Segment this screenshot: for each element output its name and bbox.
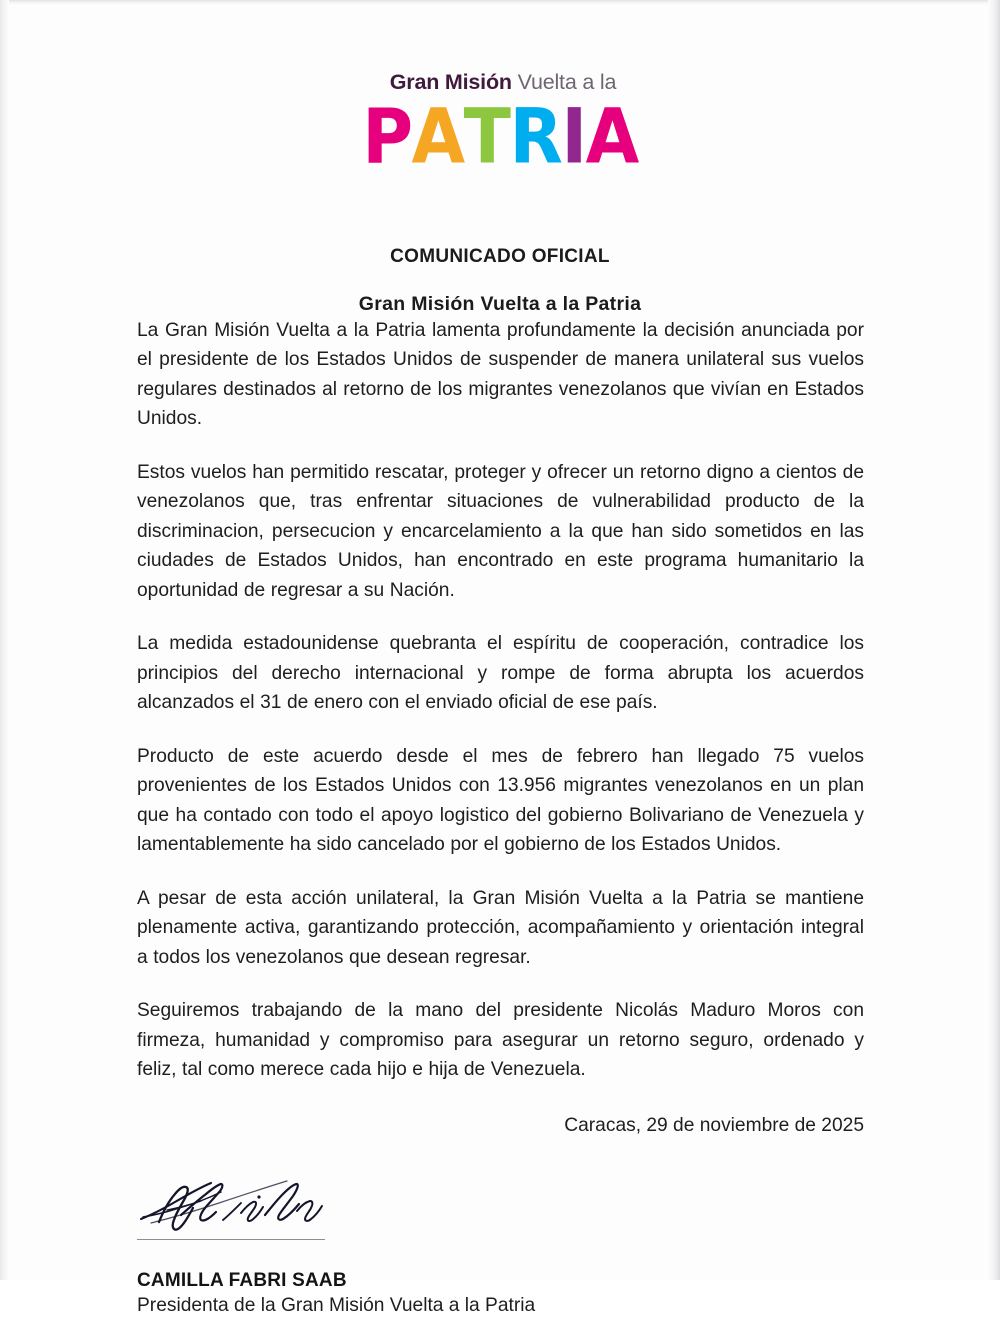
logo-letter-5: A xyxy=(585,92,638,182)
logo-wordmark xyxy=(0,92,1000,182)
handwritten-signature-icon xyxy=(137,1175,337,1237)
signer-title: Presidenta de la Gran Misión Vuelta a la Patria xyxy=(137,1294,536,1316)
paragraph-2: Estos vuelos han permitido rescatar, proteger y ofrecer un retorno digno a cientos de venezolanos que, tras enfrentar situaciones de vulnerabilidad producto de la discriminacion, persecucion y encarcelamiento a la que han sido sometidos en las ciudades de Estados Unidos, han encontrado en este programa humanitario la oportunidad de regresar a su Nación. xyxy=(137,461,864,601)
logo-letter-1: A xyxy=(411,92,464,182)
paragraph-4: Producto de este acuerdo desde el mes de febrero han llegado 75 vuelos provenientes de los Estados Unidos con 13.956 migrantes venezolanos en un plan que ha contado con todo el apoyo logistico del gobierno Bolivariano de Venezuela y lamentablemente ha sido cancelado por el gobierno de los Estados Unidos. xyxy=(137,745,864,855)
logo xyxy=(0,70,1000,182)
logo-tagline xyxy=(390,72,616,94)
logo-letter-2: T xyxy=(463,92,510,182)
signature-line xyxy=(137,1239,325,1240)
paragraph-1: La Gran Misión Vuelta a la Patria lamenta profundamente la decisión anunciada por el presidente de los Estados Unidos de suspender de manera unilateral sus vuelos regulares destinados al retorno de los migrantes venezolanos que vivían en Estados Unidos. xyxy=(137,319,864,429)
signer-name: CAMILLA FABRI SAAB xyxy=(137,1269,347,1291)
logo-tagline-bold: Gran Misión xyxy=(389,70,512,94)
logo-letter-0: P xyxy=(362,92,412,182)
logo-letter-3: R xyxy=(509,92,562,182)
dateline: Caracas, 29 de noviembre de 2025 xyxy=(564,1114,864,1136)
page-title: COMUNICADO OFICIAL xyxy=(390,245,610,267)
paragraph-3: La medida estadounidense quebranta el espíritu de cooperación, contradice los principios del derecho internacional y rompe de forma abrupta los acuerdos alcanzados el 31 de enero con el enviado oficial de ese país. xyxy=(137,633,864,713)
signature-block xyxy=(137,1175,537,1317)
body-paragraphs xyxy=(137,316,864,1085)
page-subtitle: Gran Misión Vuelta a la Patria xyxy=(358,292,642,315)
paragraph-6: Seguiremos trabajando de la mano del presidente Nicolás Maduro Moros con firmeza, humanidad y compromiso para asegurar un retorno seguro, ordenado y feliz, tal como merece cada hijo e hija de Venezuela. xyxy=(137,1000,864,1080)
paragraph-5: A pesar de esta acción unilateral, la Gran Misión Vuelta a la Patria se mantiene plenamente activa, garantizando protección, acompañamiento y orientación integral a todos los venezolanos que desean regresar. xyxy=(137,887,864,968)
logo-letter-4: I xyxy=(561,92,586,182)
logo-tagline-light: Vuelta a la xyxy=(517,70,617,94)
